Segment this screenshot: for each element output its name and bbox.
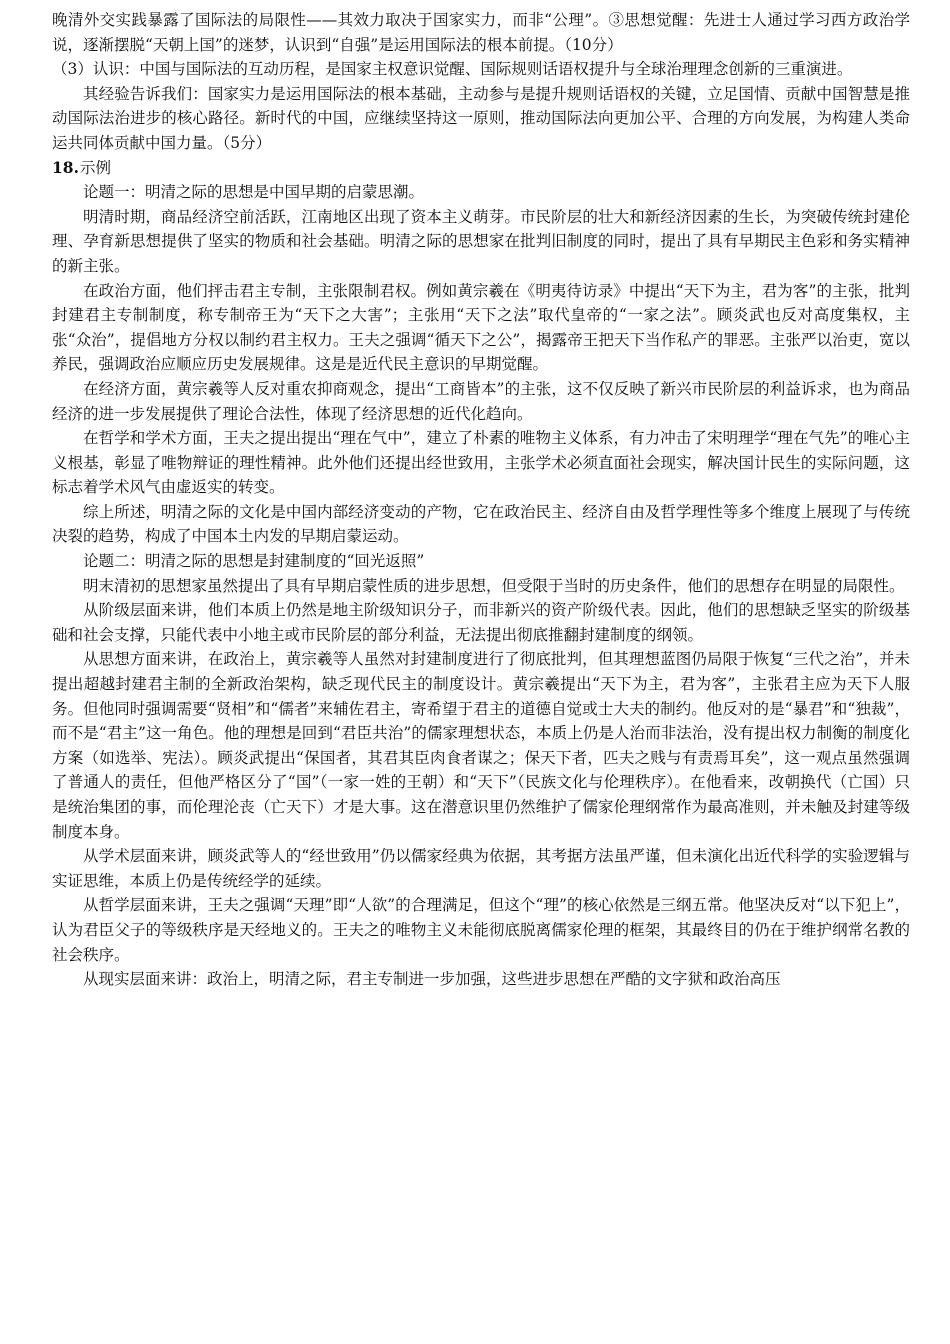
topic-heading: 论题一：明清之际的思想是中国早期的启蒙思潮。 <box>83 183 425 202</box>
question-18-header <box>52 156 910 181</box>
answer-paragraph: 晚清外交实践暴露了国际法的局限性——其效力取决于国家实力，而非“公理”。③思想觉醒：先进士人通过学习西方政治学说，逐渐摆脱“天朝上国”的迷梦，认识到“自强”是运用国际法的根本前提。（10分） <box>52 11 910 54</box>
essay-paragraph: 综上所述，明清之际的文化是中国内部经济变动的产物，它在政治民主、经济自由及哲学理性等多个维度上展现了与传统决裂的趋势，构成了中国本土内发的早期启蒙运动。 <box>52 502 910 546</box>
answer-paragraph: 其经验告诉我们：国家实力是运用国际法的根本基础，主动参与是提升规则话语权的关键，立足国情、贡献中国智慧是推动国际法治进步的核心路径。新时代的中国，应继续坚持这一原则，推动国际法向更加公平、合理的方向发展，为构建人类命运共同体贡献中国力量。（5分） <box>52 84 910 152</box>
essay-paragraph: 在哲学和学术方面，王夫之提出提出“理在气中”，建立了朴素的唯物主义体系，有力冲击了宋明理学“理在气先”的唯心主义根基，彰显了唯物辩证的理性精神。此外他们还提出经世致用，主张学术必须直面社会现实，解决国计民生的实际问题，这标志着学术风气由虚返实的转变。 <box>52 429 910 497</box>
essay-paragraph: 从思想方面来讲，在政治上，黄宗羲等人虽然对封建制度进行了彻底批判，但其理想蓝图仍局限于恢复“三代之治”，并未提出超越封建君主制的全新政治架构，缺乏现代民主的制度设计。黄宗羲提出“天下为主，君为客”，主张君主应为天下人服务。但他同时强调需要“贤相”和“儒者”来辅佐君主，寄希望于君主的道德自觉或士大夫的制约。他反对的是“暴君”和“独裁”，而不是“君主”这一角色。他的理想是回到“君臣共治”的儒家理想状态，本质上仍是人治而非法治，没有提出权力制衡的制度化方案（如选举、宪法）。顾炎武提出“保国者，其君其臣肉食者谋之；保天下者，匹夫之贱与有责焉耳矣”，这一观点虽然强调了普通人的责任，但他严格区分了“国”（一家一姓的王朝）和“天下”（民族文化与伦理秩序）。在他看来，改朝换代（亡国）只是统治集团的事，而伦理沦丧（亡天下）才是大事。这在潜意识里仍然维护了儒家伦理纲常作为最高准则，并未触及封建等级制度本身。 <box>52 650 910 841</box>
essay-paragraph: 在政治方面，他们抨击君主专制，主张限制君权。例如黄宗羲在《明夷待访录》中提出“天下为主，君为客”的主张，批判封建君主专制制度，称专制帝王为“天下之大害”；主张用“天下之法”取代皇帝的“一家之法”。顾炎武也反对高度集权，主张“众治”，提倡地方分权以制约君主权力。王夫之强调“循天下之公”，揭露帝王把天下当作私产的罪恶。主张严以治吏，宽以养民，强调政治应顺应历史发展规律。这是是近代民主意识的早期觉醒。 <box>52 281 910 374</box>
question-label: 示例 <box>80 158 112 177</box>
essay-paragraph: 从阶级层面来讲，他们本质上仍然是地主阶级知识分子，而非新兴的资产阶级代表。因此，他们的思想缺乏坚实的阶级基础和社会支撑，只能代表中小地主或市民阶层的部分利益，无法提出彻底推翻封建制度的纲领。 <box>52 601 910 644</box>
essay-paragraph: 明末清初的思想家虽然提出了具有早期启蒙性质的进步思想，但受限于当时的历史条件，他们的思想存在明显的局限性。 <box>83 576 905 595</box>
essay-paragraph: 明清时期，商品经济空前活跃，江南地区出现了资本主义萌芽。市民阶层的壮大和新经济因素的生长，为突破传统封建伦理、孕育新思想提供了坚实的物质和社会基础。明清之际的思想家在批判旧制度的同时，提出了具有早期民主色彩和务实精神的新主张。 <box>52 207 910 275</box>
question-number: 18. <box>52 157 79 177</box>
essay-paragraph: 从现实层面来讲：政治上，明清之际，君主专制进一步加强，这些进步思想在严酷的文字狱和政治高压 <box>83 970 781 989</box>
essay-paragraph: 在经济方面，黄宗羲等人反对重农抑商观念，提出“工商皆本”的主张，这不仅反映了新兴市民阶层的利益诉求，也为商品经济的进一步发展提供了理论合法性，体现了经济思想的近代化趋向。 <box>52 379 910 423</box>
essay-paragraph: 从学术层面来讲，顾炎武等人的“经世致用”仍以儒家经典为依据，其考据方法虽严谨，但未演化出近代科学的实验逻辑与实证思维，本质上仍是传统经学的延续。 <box>52 847 910 890</box>
topic-heading: 论题二：明清之际的思想是封建制度的“回光返照” <box>83 552 425 571</box>
answer-paragraph: （3）认识：中国与国际法的互动历程，是国家主权意识觉醒、国际规则话语权提升与全球治理理念创新的三重演进。 <box>52 60 853 79</box>
essay-paragraph: 从哲学层面来讲，王夫之强调“天理”即“人欲”的合理满足，但这个“理”的核心依然是三纲五常。他坚决反对“以下犯上”，认为君臣父子的等级秩序是天经地义的。王夫之的唯物主义未能彻底脱离儒家伦理的框架，其最终目的仍在于维护纲常名教的社会秩序。 <box>52 896 910 964</box>
